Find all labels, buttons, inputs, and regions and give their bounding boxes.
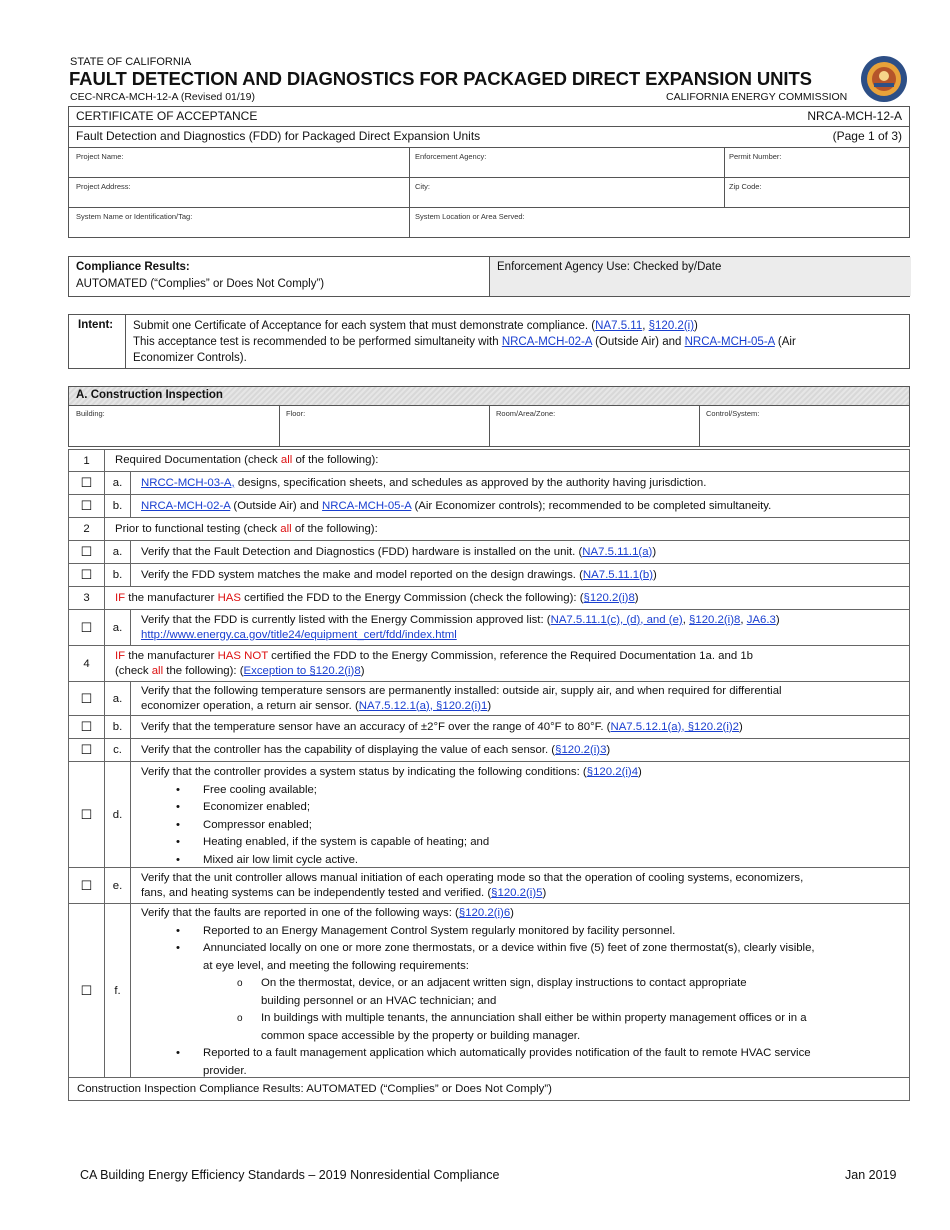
energy-commission-seal-icon (860, 55, 908, 103)
intent-box (68, 314, 910, 369)
page-number: (Page 1 of 3) (832, 129, 902, 143)
system-location-field[interactable]: System Location or Area Served: (415, 212, 525, 221)
compliance-results-box (68, 256, 910, 297)
link-nrca-mch-02-a[interactable]: NRCA-MCH-02-A (501, 336, 592, 348)
link-120-2-i-3[interactable]: §120.2(i)3 (555, 743, 607, 756)
link-120-2-i-5[interactable]: §120.2(i)5 (491, 886, 543, 899)
fault-report-list (141, 923, 903, 1081)
checkbox-2a[interactable]: ☐ (69, 541, 105, 563)
checkbox-3a[interactable]: ☐ (69, 610, 105, 645)
intent-text: Submit one Certificate of Acceptance for each system that must demonstrate compliance. (NA7.5.11, §120.2(i)) This acceptance test is recommended to be performed simultaneity with NRCA-MCH-02-A (Outside Air) and NRCA-MCH-05-A (Air Economizer Controls). (133, 320, 796, 364)
link-ja6-3[interactable]: JA6.3 (746, 613, 776, 626)
list-item: • Economizer enabled; (203, 799, 903, 817)
link-na7-5-12-1-a[interactable]: NA7.5.12.1(a), §120.2(i)1 (358, 699, 488, 712)
list-item: • Reported to an Energy Management Control System regularly monitored by facility personnel. (203, 923, 903, 941)
link-120-2-i[interactable]: §120.2(i) (648, 320, 695, 332)
row-4e: ☐ e. Verify that the unit controller allows manual initiation of each operating mode so that the operation of cooling systems, economizers, fans, and heating systems can be independently tested and verified. (§120.2(i)5) (68, 868, 910, 904)
list-item: • Reported to a fault management application which automatically provides notification of the fault to remote HVAC service provider. (203, 1045, 903, 1080)
certificate-type: CERTIFICATE OF ACCEPTANCE (76, 109, 258, 123)
state-label: STATE OF CALIFORNIA (70, 56, 192, 68)
checkbox-1b[interactable]: ☐ (69, 495, 105, 517)
link-na7-5-11-1-cde[interactable]: NA7.5.11.1(c), (d), and (e) (550, 613, 683, 626)
checkbox-4e[interactable]: ☐ (69, 868, 105, 903)
building-field[interactable]: Building: (76, 409, 105, 418)
link-nrca-mch-05-a-row[interactable]: NRCA-MCH-05-A (322, 499, 412, 512)
row-4a: ☐ a. Verify that the following temperature sensors are permanently installed: outside air, supply air, and when required for differential economizer operation, a return air sensor. (NA7.5.12.1(a), §120.2(i)1) (68, 682, 910, 716)
checkbox-4f[interactable]: ☐ (69, 904, 105, 1077)
checkbox-4c[interactable]: ☐ (69, 739, 105, 761)
list-item: • Compressor enabled; (203, 817, 903, 835)
zip-code-field[interactable]: Zip Code: (729, 182, 762, 191)
compliance-value: AUTOMATED (“Complies” or Does Not Comply”) (76, 278, 325, 290)
link-120-2-i-2[interactable]: NA7.5.12.1(a), §120.2(i)2 (610, 720, 740, 733)
row-4b: ☐ b. Verify that the temperature sensor have an accuracy of ±2°F over the range of 40°F to 80°F. (NA7.5.12.1(a), §120.2(i)2) (68, 716, 910, 739)
form-id: CEC-NRCA-MCH-12-A (Revised 01/19) (70, 91, 255, 103)
row-4d: ☐ d. Verify that the controller provides a system status by indicating the following conditions: (§120.2(i)4) • Free cooling available; • Economizer enabled; • Compressor enabled; • Heating enabled, if the system is capable of heating; and • Mixed air low limit cycle active. (68, 762, 910, 868)
link-120-2-i-8-b[interactable]: §120.2(i)8 (689, 613, 741, 626)
link-na7-5-11-1-b[interactable]: NA7.5.11.1(b) (582, 568, 653, 581)
checkbox-4d[interactable]: ☐ (69, 762, 105, 867)
row-2a: ☐ a. Verify that the Fault Detection and Diagnostics (FDD) hardware is installed on the unit. (NA7.5.11.1(a)) (68, 541, 910, 564)
checkbox-2b[interactable]: ☐ (69, 564, 105, 586)
intent-label: Intent: (78, 319, 114, 331)
construction-results-row (68, 1078, 910, 1101)
row-4: 4 IF the manufacturer HAS NOT certified the FDD to the Energy Commission, reference the Required Documentation 1a. and 1b (check all the following): (Exception to §120.2(i)8) (68, 646, 910, 682)
section-a-header (68, 386, 910, 406)
list-item: • Free cooling available; (203, 782, 903, 800)
link-na7-5-11-1-a[interactable]: NA7.5.11.1(a) (582, 545, 653, 558)
link-nrca-mch-02-a-row[interactable]: NRCA-MCH-02-A (141, 499, 231, 512)
link-nrcc-mch-03-a[interactable]: NRCC-MCH-03-A, (141, 476, 235, 489)
row-2: 2 Prior to functional testing (check all of the following): (68, 518, 910, 541)
row-4c: ☐ c. Verify that the controller has the capability of displaying the value of each sensor. (§120.2(i)3) (68, 739, 910, 762)
list-item: • Annunciated locally on one or more zone thermostats, or a device within five (5) feet of zone thermostat(s), clearly visible, at eye level, and meeting the following requirements: o On the thermostat, device, or an adjacent written sign, display instructions to contact appropriate building personnel or an HVAC technician; and o In buildings with multiple tenants, the annunciation shall either be within property management offices or in a common space accessible by the property or building manager. (203, 940, 903, 1045)
permit-number-field[interactable]: Permit Number: (729, 152, 782, 161)
row-1a: ☐ a. NRCC-MCH-03-A, designs, specification sheets, and schedules as approved by the authority having jurisdiction. (68, 472, 910, 495)
list-item: o On the thermostat, device, or an adjacent written sign, display instructions to contact appropriate building personnel or an HVAC technician; and (261, 975, 903, 1010)
room-field[interactable]: Room/Area/Zone: (496, 409, 556, 418)
list-item: • Mixed air low limit cycle active. (203, 852, 903, 870)
form-title: FAULT DETECTION AND DIAGNOSTICS FOR PACKAGED DIRECT EXPANSION UNITS (69, 68, 812, 89)
link-120-2-i-6[interactable]: §120.2(i)6 (458, 907, 511, 919)
footer-date: Jan 2019 (845, 1168, 897, 1182)
link-120-2-i-4[interactable]: §120.2(i)4 (586, 766, 639, 778)
list-item: • Heating enabled, if the system is capable of heating; and (203, 834, 903, 852)
row-3: 3 IF the manufacturer HAS certified the FDD to the Energy Commission (check the following): (§120.2(i)8) (68, 587, 910, 610)
checkbox-4a[interactable]: ☐ (69, 682, 105, 715)
control-system-field[interactable]: Control/System: (706, 409, 760, 418)
compliance-title: Compliance Results: (76, 261, 190, 273)
row-1: 1 Required Documentation (check all of the following): (68, 449, 910, 472)
row-4f: ☐ f. Verify that the faults are reported in one of the following ways: (§120.2(i)6) • Reported to an Energy Management Control System regularly monitored by facility personnel. • Annunciated locally on one or more zone thermostats, or a device within five (5) feet of zone thermostat(s), clearly visible, at eye level, and meeting the following requirements: o On the thermostat, device, or an adjacent written sign, display instructions to contact appropriate building personnel or an HVAC technician; and o In buildings with multiple tenants, the annunciation shall either be within property management offices or in a common space accessible by the property or building manager. • Reported to a fault management application which automatically provides notification of the fault to remote HVAC service provider. (68, 904, 910, 1078)
footer-standards: CA Building Energy Efficiency Standards – 2019 Nonresidential Compliance (80, 1168, 500, 1182)
enforcement-agency-field[interactable]: Enforcement Agency: (415, 152, 487, 161)
checkbox-1a[interactable]: ☐ (69, 472, 105, 494)
checkbox-4b[interactable]: ☐ (69, 716, 105, 738)
location-fields (68, 405, 910, 447)
project-info-box (68, 106, 910, 238)
link-nrca-mch-05-a[interactable]: NRCA-MCH-05-A (684, 336, 775, 348)
city-field[interactable]: City: (415, 182, 430, 191)
link-na7-5-11[interactable]: NA7.5.11 (595, 320, 643, 332)
status-conditions-list (141, 782, 903, 870)
commission-label: CALIFORNIA ENERGY COMMISSION (666, 91, 848, 103)
system-name-field[interactable]: System Name or Identification/Tag: (76, 212, 193, 221)
link-120-2-i-8[interactable]: §120.2(i)8 (583, 591, 635, 604)
project-address-field[interactable]: Project Address: (76, 182, 131, 191)
list-item: o In buildings with multiple tenants, the annunciation shall either be within property management offices or in a common space accessible by the property or building manager. (261, 1010, 903, 1045)
link-fdd-equipment-cert[interactable]: http://www.energy.ca.gov/title24/equipment_cert/fdd/index.html (141, 628, 457, 641)
link-exception-120-2-i-8[interactable]: Exception to §120.2(i)8 (243, 664, 361, 677)
floor-field[interactable]: Floor: (286, 409, 306, 418)
project-name-field[interactable]: Project Name: (76, 152, 124, 161)
construction-results-text: Construction Inspection Compliance Results: AUTOMATED (“Complies” or Does Not Comply”) (77, 1082, 552, 1095)
row-1b: ☐ b. NRCA-MCH-02-A (Outside Air) and NRCA-MCH-05-A (Air Economizer controls); recommended to be completed simultaneity. (68, 495, 910, 518)
certificate-subtitle: Fault Detection and Diagnostics (FDD) for Packaged Direct Expansion Units (76, 129, 481, 143)
row-2b: ☐ b. Verify the FDD system matches the make and model reported on the design drawings. (NA7.5.11.1(b)) (68, 564, 910, 587)
section-a-title: A. Construction Inspection (76, 389, 223, 401)
row-3a: ☐ a. Verify that the FDD is currently listed with the Energy Commission approved list: (NA7.5.11.1(c), (d), and (e), §120.2(i)8, JA6.3) http://www.energy.ca.gov/title24/equipment_cert/fdd/index.html (68, 610, 910, 646)
certificate-code: NRCA-MCH-12-A (807, 109, 902, 123)
enforcement-agency-use[interactable]: Enforcement Agency Use: Checked by/Date (497, 261, 722, 273)
